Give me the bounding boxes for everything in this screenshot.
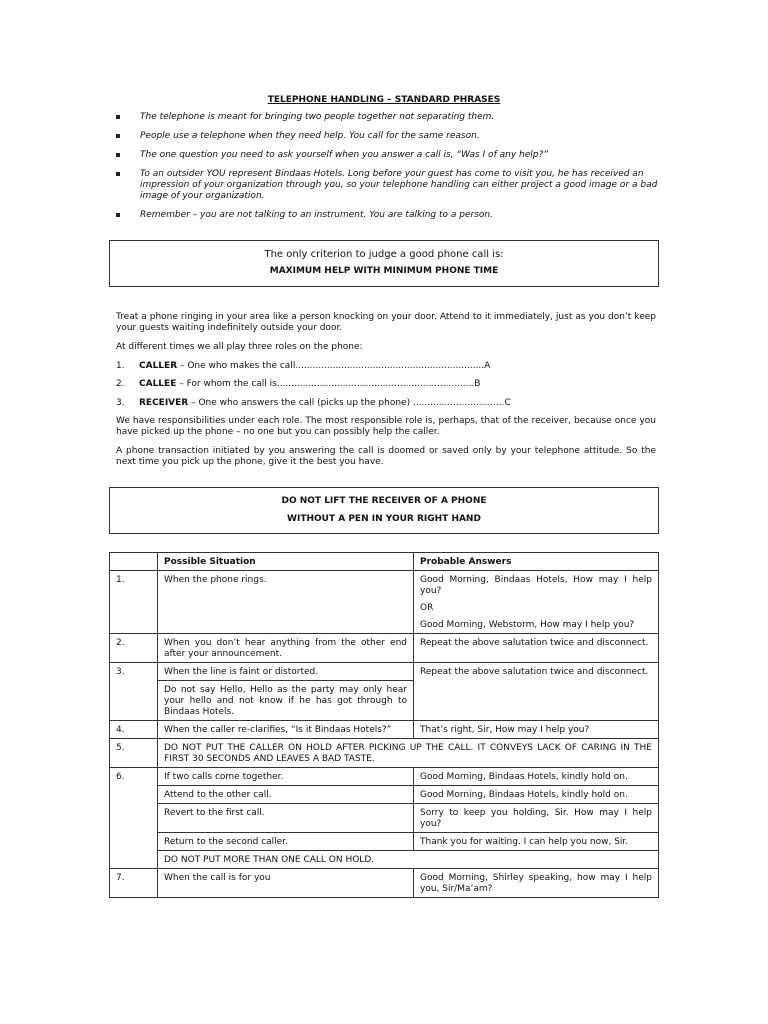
- table-header-cell: [110, 553, 158, 571]
- bullet-item: Remember – you are not talking to an instrument. You are talking to a person.: [116, 210, 661, 221]
- table-header-cell: Probable Answers: [414, 553, 659, 571]
- bullet-icon: [116, 134, 120, 138]
- bullet-list: [116, 112, 661, 229]
- table-row: 6. If two calls come together. Good Morning, Bindaas Hotels, kindly hold on.: [110, 768, 659, 786]
- bullet-item: People use a telephone when they need help. You call for the same reason.: [116, 131, 661, 142]
- bullet-item: To an outsider YOU represent Bindaas Hotels. Long before your guest has come to visit you, he has received an impression of your organization through you, so your telephone handling can either project a good image or a bad image of your organization.: [116, 169, 661, 202]
- table-header-row: [110, 553, 659, 571]
- table-row: 2. When you don’t hear anything from the other end after your announcement. Repeat the above salutation twice and disconnect.: [110, 634, 659, 663]
- table-row: Do not say Hello, Hello as the party may only hear your hello and not know if he has got through to Bindaas Hotels.: [110, 681, 659, 721]
- bullet-item: The telephone is meant for bringing two people together not separating them.: [116, 112, 661, 123]
- table-row: Attend to the other call. Good Morning, Bindaas Hotels, kindly hold on.: [110, 786, 659, 804]
- table-row: DO NOT PUT MORE THAN ONE CALL ON HOLD.: [110, 851, 659, 869]
- bullet-icon: [116, 115, 120, 119]
- bullet-icon: [116, 213, 120, 217]
- table-row: Revert to the first call. Sorry to keep you holding, Sir. How may I help you?: [110, 804, 659, 833]
- table-row: Return to the second caller. Thank you for waiting. I can help you now, Sir.: [110, 833, 659, 851]
- table-row: 1. When the phone rings. Good Morning, Bindaas Hotels, How may I help you? OR Good Morning, Webstorm, How may I help you?: [110, 571, 659, 634]
- pen-rule-line: WITHOUT A PEN IN YOUR RIGHT HAND: [287, 514, 481, 524]
- criterion-motto: MAXIMUM HELP WITH MINIMUM PHONE TIME: [269, 266, 499, 276]
- bullet-icon: [116, 172, 120, 176]
- phrases-table: [109, 552, 659, 898]
- bullet-icon: [116, 153, 120, 157]
- criterion-line: The only criterion to judge a good phone call is:: [264, 249, 504, 260]
- table-row: 5. DO NOT PUT THE CALLER ON HOLD AFTER PICKING UP THE CALL. IT CONVEYS LACK OF CARING IN THE FIRST 30 SECONDS AND LEAVES A BAD TASTE.: [110, 739, 659, 768]
- table-row: 4. When the caller re-clarifies, “Is it Bindaas Hotels?” That’s right, Sir, How may I help you?: [110, 721, 659, 739]
- pen-rule-line: DO NOT LIFT THE RECEIVER OF A PHONE: [281, 496, 487, 506]
- criterion-box: [109, 240, 659, 287]
- paragraph-roles-intro: At different times we all play three roles on the phone:: [116, 342, 363, 352]
- table-header-cell: Possible Situation: [158, 553, 414, 571]
- bullet-item: The one question you need to ask yourself when you answer a call is, “Was I of any help?”: [116, 150, 661, 161]
- page-title: TELEPHONE HANDLING – STANDARD PHRASES: [267, 95, 501, 105]
- paragraph-attitude: A phone transaction initiated by you answering the call is doomed or saved only by your telephone attitude. So the next time you pick up the phone, give it the best you have.: [116, 446, 656, 467]
- pen-rule-box: [109, 487, 659, 534]
- table-row: 7. When the call is for you Good Morning, Shirley speaking, how may I help you, Sir/Ma’am?: [110, 869, 659, 898]
- paragraph-responsibility: We have responsibilities under each role. The most responsible role is, perhaps, that of the receiver, because once you have picked up the phone – no one but you can possibly help the caller.: [116, 416, 656, 437]
- table-row: 3. When the line is faint or distorted. Repeat the above salutation twice and disconnect.: [110, 663, 659, 681]
- paragraph-intro: Treat a phone ringing in your area like a person knocking on your door. Attend to it immediately, just as you don’t keep your guests waiting indefinitely outside your door.: [116, 312, 656, 333]
- document-page: TELEPHONE HANDLING – STANDARD PHRASES The telephone is meant for bringing two people together not separating them. People use a telephone when they need help. You call for the same reason. The one question you need to ask yourself when you answer a call is, “Was I of any help?” To an outsider YOU represent Bindaas Hotels. Long before your guest has come to visit you, he has received an impression of your organization through you, so your telephone handling can either project a good image or a bad image of your organization. Remember – you are not talking to an instrument. You are talking to a person. The only criterion to judge a good phone call is: MAXIMUM HELP WITH MINIMUM PHONE TIME Treat a phone ringing in your area like a person knocking on your door. Attend to it immediately, just as you don’t keep your guests waiting indefinitely outside your door. At different times we all play three roles on the phone: 1. CALLER – One who makes the call..................................................................A 2. CALLEE – For whom the call is.....................................................................B 3. RECEIVER – One who answers the call (picks up the phone) ................................C We have responsibilities under each role. The most responsible role is, perhaps, that of the receiver, because once you have picked up the phone – no one but you can possibly help the caller. A phone transaction initiated by you answering the call is doomed or saved only by your telephone attitude. So the next time you pick up the phone, give it the best you have. DO NOT LIFT THE RECEIVER OF A PHONE WITHOUT A PEN IN YOUR RIGHT HAND Possible Situation Probable Answers 1. When the phone rings. Good Morning, Bindaas Hotels, How may I help you? OR Good Morning, Webstorm, How may I help you? 2. When you don’t hear anything from the other end after your announcement. Repeat the above salutation twice and disconnect. 3. When the line is faint or distorted. Repeat the above salutation twice and disconnect. Do not say Hello, Hello as the party may only hear your hello and not know if he has got through to Bindaas Hotels. 4. When the caller re-clarifies, “Is it Bindaas Hotels?” That’s right, Sir, How may I help you? 5. DO NOT PUT THE CALLER ON HOLD AFTER PICKING UP THE CALL. IT CONVEYS LACK OF CARING IN THE FIRST 30 SECONDS AND LEAVES A BAD TASTE. 6. If two calls come together. Good Morning, Bindaas Hotels, kindly hold on. Attend to the other call. Good Morning, Bindaas Hotels, kindly hold on. Revert to the first call. Sorry to keep you holding, Sir. How may I help you? Return to the second caller. Thank you for waiting. I can help you now, Sir. DO NOT PUT MORE THAN ONE CALL ON HOLD. 7. When the call is for you Good Morning, Shirley speaking, how may I help you, Sir/Ma’am?: [0, 0, 768, 1024]
